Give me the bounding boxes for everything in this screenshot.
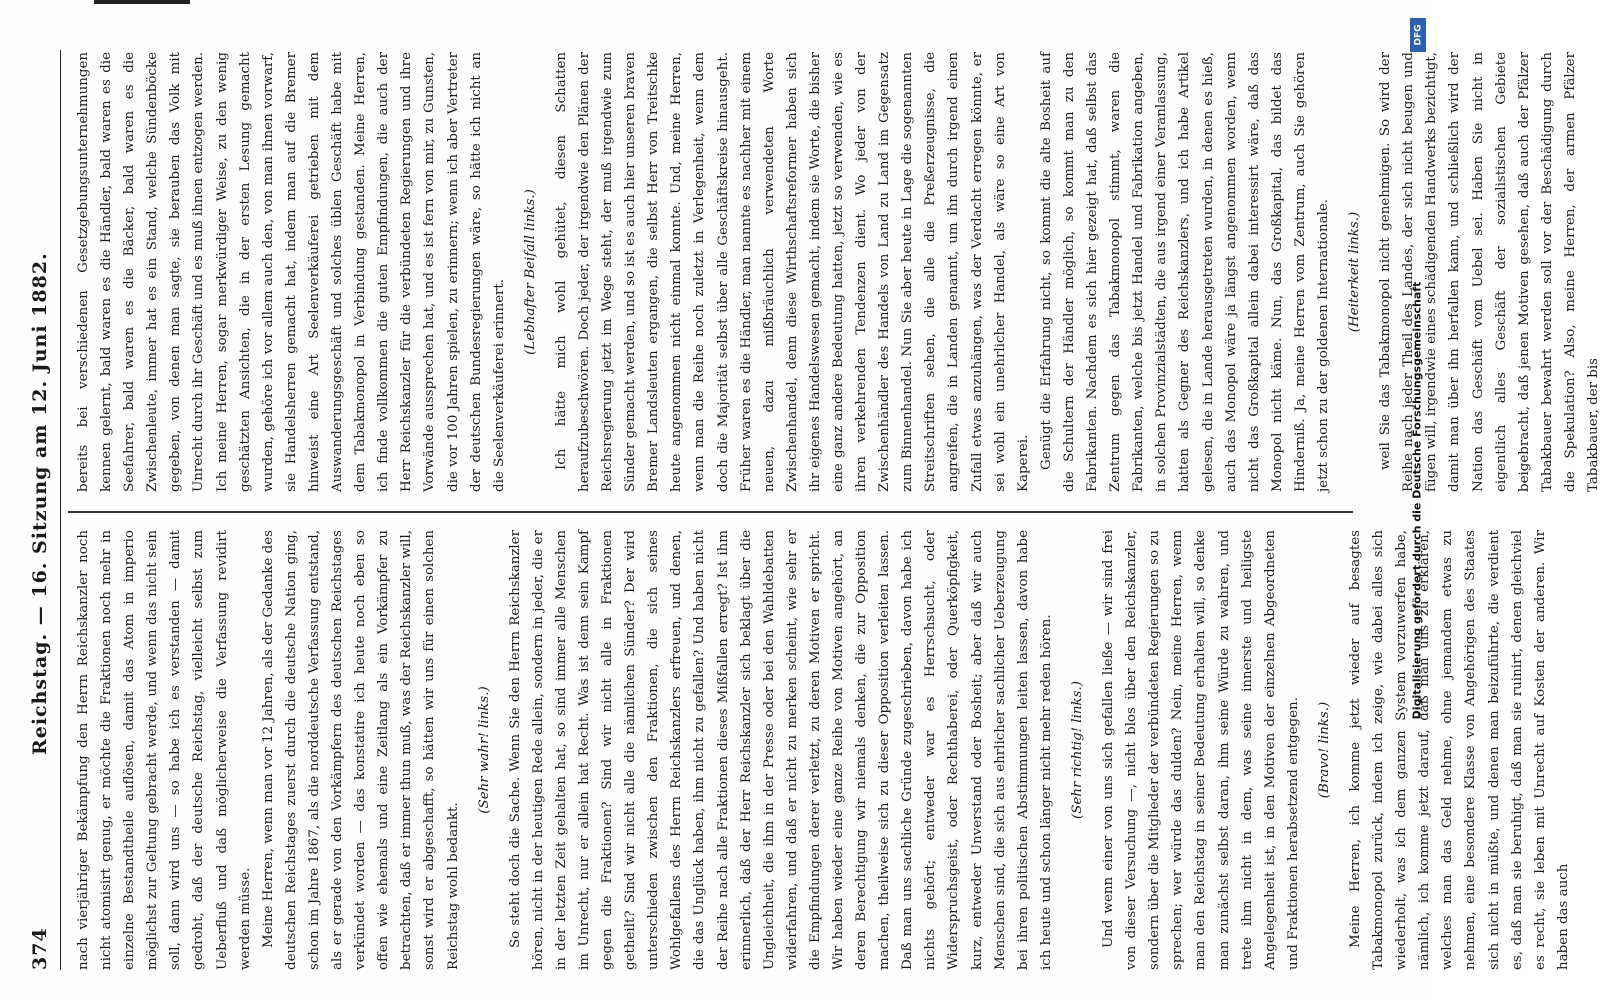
digitization-credit xyxy=(1402,0,1432,1000)
dfg-logo xyxy=(1410,18,1426,52)
interjection-remark: (Heiterkeit links.) xyxy=(1347,211,1363,333)
interjection-remark: (Bravo! links.) xyxy=(1316,701,1332,799)
paragraph: nach vierjähriger Bekämpfung den Herrn Reichskanzler noch nicht atomisirt genug, er möchte die Fraktionen noch mehr in einzelne Bestandtheile auflösen, damit das Atom in imperio möglichst zur Geltung gebracht werde, und wenn das nicht sein soll, dann wird uns — so habe ich es verstanden — damit gedroht, daß der deutsche Reichstag, vielleicht selbst zum Ueberfluß und daß möglicherweise die Verfassung revidirt werden müsse. xyxy=(76,530,253,970)
paragraph: Genügt die Erfahrung nicht, so kommt die alte Bosheit auf die Schultern der Händler möglich, so kommt man zu den Fabrikanten. Nachdem es sich hier gezeigt hat, daß selbst das Zentrum gegen das Tabakmonopol stimmt, waren die Fabrikanten, welche bis jetzt Handel und Fabrikation angeben, in solchen Provinzialstädten, die aus irgend einer Veranlassung, hatten als Gegner des Reichskanzlers, und ich habe Artikel gelesen, die in Lande herausgetreten wurden, in denen es hieß, auch das Monopol wäre ja längst angenommen worden, wenn nicht das Großkapital allein dabei interessirt wäre, daß das Monopol nicht käme. Nun, das Großkapital, das bildet das Hinderniß. Ja, meine Herren vom Zentrum, auch Sie gehören jetzt schon zu der goldenen Internationale. xyxy=(1038,52,1331,492)
paragraph: So steht doch die Sache. Wenn Sie den Herrn Reichskanzler hören, nicht in der heutigen Rede allein, sondern in jeder, die er in der letzten Zeit gehalten hat, so sind immer alle Menschen im Unrecht, nur er allein hat Recht. Was ist denn sein Kampf gegen die Fraktionen? Sind wir nicht alle in Fraktionen getheilt? Sind wir nicht alle die nämlichen Sünder? Der wird unterschieden zwischen den Fraktionen, die sich seines Wohlgefallens des Herrn Reichskanzlers erfreuen, und denen, die das Unglück haben, ihm nicht zu gefallen? Und haben nicht der Reihe nach alle Fraktionen dieses Mißfallen erregt? Ist ihm erinnerlich, daß der Herr Reichskanzler sich beklagt über die Ungleichheit, die ihm in der Presse oder bei den Wahldebatten widerfahren, und daß er nicht zu merken scheint, wie sehr er die Empfindungen derer verletzt, zu deren Motiven er spricht. Wir haben wieder eine ganze Reihe von Motiven angehört, an deren Berechtigung wir niemals denken, die zur Opposition machen, theilweise sich zu dieser Opposition verleiten lassen. Daß man uns sachliche Gründe zugeschrieben, davon habe ich nichts gehört; entweder war es Herrschsucht, oder Widerspruchsgeist, oder Rechthaberei, oder Querköpfigkeit, kurz, entweder Unverstand oder Bosheit; aber daß wir auch Menschen sind, die sich aus ehrlicher sachlicher Ueberzeugung bei ihren politischen Abstimmungen leiten lassen, davon habe ich heute und schon länger nicht mehr reden hören. xyxy=(507,530,1054,970)
paragraph: weil Sie das Tabakmonopol nicht genehmigen. So wird der Reihe nach jeder Theil des Landes, der sich nicht beugen und fügen will, irgendwie eines schädigenden Handwerks bezichtigt, damit man über ihn herfallen kann, und schließlich wird der Nation das Geschäft vom Uebel sei. Haben Sie nicht in eigentlich alles Geschäft der sozialistischen Gebiete beigebracht, daß jenen Motiven gesehen, daß auch der Pfälzer Tabakbauer bewahrt werden soll vor der Beschädigung durch die Spekulation? Also, meine Herren, der armen Pfälzer Tabakbauer, der bis xyxy=(1378,51,1601,492)
running-title: Reichstag. — 16. Sitzung am 12. Juni 1882. xyxy=(29,252,51,756)
dfg-logo-text: DFG xyxy=(1413,24,1424,46)
right-column xyxy=(72,52,1605,492)
left-column xyxy=(72,530,1575,970)
column-divider xyxy=(68,512,1353,514)
paragraph: bereits bei verschiedenen Gesetzgebungsunternehmungen kennen gelernt, bald waren es die Händler, bald waren es die Seefahrer, bald waren es die Bäcker, bald waren es die Zwischenleute, immer hat es ein Stand, welche Sündenböcke gegeben, von denen man sagte, sie berauben das Volk mit Unrecht durch ihr Geschäft und es muß ihnen entzogen werden. Ich meine Herren, sogar merkwürdiger Weise, zu den wenig geschätzten Ansichten, die in der ersten Lesung gemacht wurden, gehöre ich vor allem auch den, von man ihnen vorwarf, sie Handelsherren gemacht hat, indem man auf die Bremer hinweist eine Art Seelenverkäuferei getrieben mit dem Auswanderungsgeschäft und solches üblen Geschäft habe mit dem Tabakmonopol in Verbindung gestanden. Meine Herren, ich finde vollkommen die guten Empfindungen, die auch der Herr Reichskanzler für die verbündeten Regierungen und ihre Vorwände aussprechen hat, und es ist fern von mir, zu Gunsten, die vor 100 Jahren spielen, zu erinnern; wenn ich aber Vertreter der deutschen Bundesregierungen wäre, so hätte ich nicht an die Seelenverkäuferei erinnert. xyxy=(76,52,507,492)
paragraph: Meine Herren, wenn man vor 12 Jahren, als der Gedanke des deutschen Reichstages zuerst durch die deutsche Nation ging, schon im Jahre 1867, als die norddeutsche Verfassung entstand, als er gerade von den Vorkämpfern des deutschen Reichstages verkündet worden — das konstatire ich heute noch eben so offen wie ehemals und eine Zeitlang als ein Vorkämpfer zu betrachten, daß er immer thun muß, was der Reichskanzler will, sonst wird er abgeschafft, so hätten wir uns für einen solchen Reichstag wohl bedankt. xyxy=(260,530,461,970)
page-number: 374 xyxy=(29,927,51,970)
interjection-remark: (Lebhafter Beifall links.) xyxy=(522,189,538,355)
paragraph: Meine Herren, ich komme jetzt wieder auf besagtes Tabakmonopol zurück, indem ich zeige, wie dabei alles sich wiederholt, was ich dem ganzen System vorzuwerfen habe, nämlich, ich komme jetzt darauf, daß man uns zu erklären, welches man das Geld nehme, ohne jemandem etwas zu nehmen, eine besondere Klasse von Angehörigen des Staates sich nicht in müßte, und denen man beizuführte, die verdient es, daß man sie beruhigt, daß man sie ruinirt, denen gleichviel es recht, sie leben mit Unrecht auf Kosten der anderen. Wir haben das auch xyxy=(1347,530,1571,970)
credit-text: Digitalisierung gefördert durch die Deutsche Forschungsgemeinschaft xyxy=(1410,281,1424,719)
paragraph: Ich hätte mich wohl gehütet, diesen Schatten heraufzubeschwören. Doch jeder, der irgendwie den Plänen der Reichsregierung jetzt im Wege steht, der muß irgendwie zum Sünder gemacht werden, und so ist es auch hier unseren braven Bremer Landsleuten ergangen, die selbst Herr von Treitschke heute angenommen nicht einmal konnte. Und, meine Herren, wenn man die Reihe noch zuletzt in Verlegenheit, wenn dem doch die Majorität selbst über alle Geschäftskreise hinausgeht. Früher waren es die Händler, man nannte es nachher mit einem neuen, dazu mißbräuchlich verwendeten Worte Zwischenhandel, denn diese Wirthschaftsreformer haben sich ihr eigenes Handelswesen gemacht, indem sie Worte, die bisher eine ganz andere Bedeutung hatten, jetzt so verwenden, wie es ihren verkehrenden Tendenzen dient. Wo jeder von der Zwischenhändler des Handels von Land zu Land im Gegensatz zum Binnenhandel. Nun Sie aber heute in Lage die sogenannten Streitschriften sehen, die alle die Preßerzeugnisse, die angreifen, die in Landen genannt, um ihn durch irgend einen Zufall etwas anzuhängen, was der Verdacht erregen könnte, er sei wohl ein unehrlicher Handel, als wäre so eine Art von Kaperei. xyxy=(553,52,1031,492)
interjection-remark: (Sehr wahr! links.) xyxy=(476,686,492,814)
paragraph: Und wenn einer von uns sich gefallen ließe — wir sind frei von dieser Versuchung —, nicht blos über den Reichskanzler, sondern über die Mitglieder der verbündeten Regierungen so zu sprechen; wer würde das dulden? Nein, meine Herren, wenn man den Reichstag in seiner Bedeutung erhalten will, so denke man zunächst selbst daran, ihm seine Würde zu wahren, und trete ihm nicht in dem, was seine innerste und heiligste Angelegenheit ist, in den Motiven der einzelnen Abgeordneten und Fraktionen herabsetzend entgegen. xyxy=(1101,530,1301,970)
interjection-remark: (Sehr richtig! links.) xyxy=(1069,681,1085,819)
page-header xyxy=(20,50,61,970)
scan-mark xyxy=(94,0,190,4)
